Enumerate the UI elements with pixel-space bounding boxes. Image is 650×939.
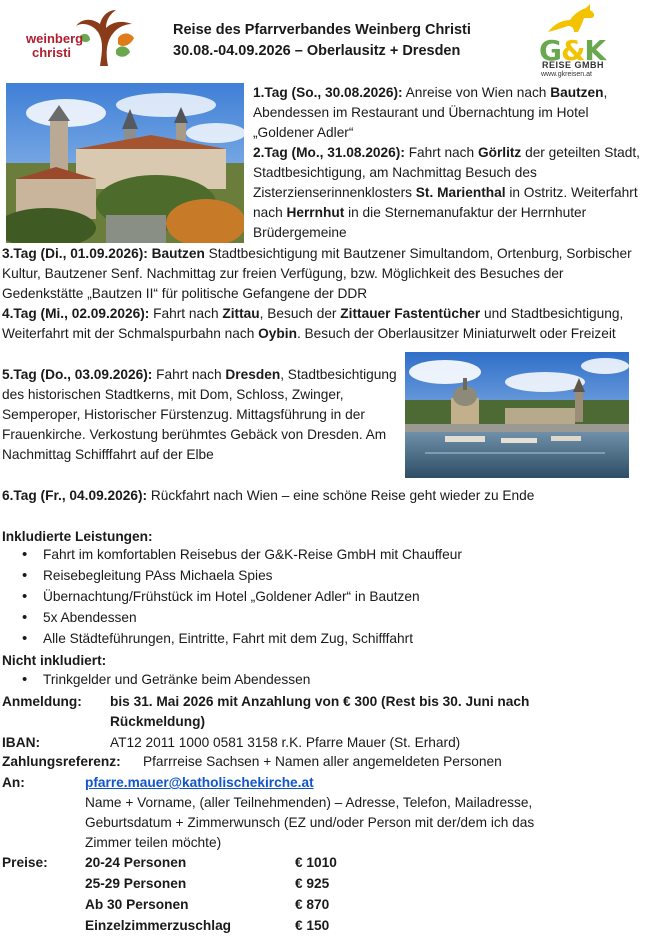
price-row-value: € 925 bbox=[295, 876, 330, 891]
logo-word-christi: christi bbox=[32, 45, 72, 60]
day-2-place-2: St. Marienthal bbox=[415, 185, 506, 200]
list-item: • Fahrt im komfortablen Reisebus der G&K-Reise GmbH mit Chauffeur bbox=[20, 545, 640, 566]
day-3-body: Stadtbesichtigung mit Bautzener Simultandom, Ortenburg, Sorbischer Kultur, Bautzener Senf. Nachmittag zur freien Verfügung, bzw. Möglichkeit des Besuches der Gedenkstätte „Bautzen II“ für politische Gefangene der DDR bbox=[2, 246, 632, 301]
price-row-value: € 1010 bbox=[295, 855, 337, 870]
day-4-place-2: Zittauer Fastentücher bbox=[340, 306, 481, 321]
anmeldung-label: Anmeldung: bbox=[2, 694, 82, 709]
title-line-1: Reise des Pfarrverbandes Weinberg Christi bbox=[173, 22, 471, 38]
an-details-line-2: Geburtsdatum + Zimmerwunsch (EZ und/oder Person mit der/dem ich das bbox=[85, 815, 535, 830]
day-4-body-2: , Besuch der bbox=[259, 306, 341, 321]
not-included-heading bbox=[2, 651, 106, 671]
day-3-label: 3.Tag (Di., 01.09.2026): bbox=[2, 246, 148, 261]
anmeldung-value bbox=[110, 692, 580, 732]
day-1-body-2: , Abendessen im Restaurant und Übernachtung im Hotel „Goldener Adler“ bbox=[253, 85, 608, 140]
list-item: • Alle Städteführungen, Eintritte, Fahrt mit dem Zug, Schifffahrt bbox=[20, 629, 640, 650]
an-label: An: bbox=[2, 775, 25, 790]
day-1-text bbox=[253, 83, 645, 143]
list-item: • Trinkgelder und Getränke beim Abendessen bbox=[20, 670, 640, 691]
day-2-body-2: der geteilten Stadt, Stadtbesichtigung, am Nachmittag Besuch des Zisterzienserinnenklosters bbox=[253, 145, 640, 200]
price-row-name: Ab 30 Personen bbox=[85, 897, 189, 912]
day-2-body-3: in Ostritz. Weiterfahrt nach bbox=[253, 185, 638, 220]
an-details bbox=[85, 793, 595, 853]
anmeldung-line-2: Rückmeldung) bbox=[110, 714, 206, 729]
gk-brand-subtitle: REISE GMBH bbox=[542, 60, 605, 70]
included-heading-text: Inkludierte Leistungen: bbox=[2, 529, 153, 544]
day-4-text bbox=[2, 304, 645, 344]
day-4-place-1: Zittau bbox=[222, 306, 260, 321]
list-item: • Reisebegleitung PAss Michaela Spies bbox=[20, 566, 640, 587]
price-row-value: € 150 bbox=[295, 918, 330, 933]
bautzen-image bbox=[6, 83, 244, 243]
anmeldung-line-1: bis 31. Mai 2026 mit Anzahlung von € 300 (Rest bis 30. Juni nach bbox=[110, 694, 530, 709]
an-details-line-3: Zimmer teilen möchte) bbox=[85, 835, 222, 850]
list-item: • Übernachtung/Frühstück im Hotel „Goldener Adler“ in Bautzen bbox=[20, 587, 640, 608]
dresden-image bbox=[405, 352, 629, 478]
iban-label: IBAN: bbox=[2, 735, 41, 750]
day-4-label: 4.Tag (Mi., 02.09.2026): bbox=[2, 306, 150, 321]
price-row-name: 25-29 Personen bbox=[85, 876, 187, 891]
included-list bbox=[20, 545, 640, 650]
day-5-label: 5.Tag (Do., 03.09.2026): bbox=[2, 367, 153, 382]
day-2-place-3: Herrnhut bbox=[286, 205, 345, 220]
tree-icon bbox=[74, 8, 136, 68]
day-2-label: 2.Tag (Mo., 31.08.2026): bbox=[253, 145, 405, 160]
zahlungsreferenz-value: Pfarrreise Sachsen + Namen aller angemeldeten Personen bbox=[143, 754, 502, 769]
day-5-place: Dresden bbox=[225, 367, 281, 382]
day-2-place-1: Görlitz bbox=[477, 145, 522, 160]
day-4-body-3: und Stadtbesichtigung, Weiterfahrt mit der Schmalspurbahn nach bbox=[2, 306, 624, 341]
iban-value: AT12 2011 1000 0581 3158 r.K. Pfarre Mauer (St. Erhard) bbox=[110, 735, 461, 750]
day-6-text bbox=[2, 486, 645, 506]
title-line-2: 30.08.-04.09.2026 – Oberlausitz + Dresden bbox=[173, 43, 461, 59]
day-1-label: 1.Tag (So., 30.08.2026): bbox=[253, 85, 403, 100]
not-included-list bbox=[20, 670, 640, 691]
day-2-body: Fahrt nach bbox=[404, 145, 478, 160]
email-link[interactable]: pfarre.mauer@katholischekirche.at bbox=[85, 775, 314, 790]
kangaroo-icon bbox=[544, 4, 600, 34]
day-1-place: Bautzen bbox=[550, 85, 604, 100]
logo-word-weinberg: weinberg bbox=[26, 31, 84, 46]
gk-website: www.gkreisen.at bbox=[541, 71, 592, 78]
weinberg-christi-logo bbox=[22, 8, 137, 70]
prices-label: Preise: bbox=[2, 855, 48, 870]
day-2-body-4: in die Sternemanufaktur der Herrnhuter Brüdergemeine bbox=[253, 205, 587, 240]
zahlungsreferenz-label: Zahlungsreferenz: bbox=[2, 754, 121, 769]
day-3-text bbox=[2, 244, 645, 304]
day-5-body: Fahrt nach bbox=[152, 367, 226, 382]
day-3-place: Bautzen bbox=[147, 246, 205, 261]
day-6-body: Rückfahrt nach Wien – eine schöne Reise geht wieder zu Ende bbox=[147, 488, 535, 503]
price-row-name: 20-24 Personen bbox=[85, 855, 187, 870]
bautzen-photo bbox=[6, 83, 244, 243]
included-heading bbox=[2, 527, 153, 547]
gk-brand-text: G&K bbox=[539, 34, 606, 67]
price-row-value: € 870 bbox=[295, 897, 330, 912]
day-1-body: Anreise von Wien nach bbox=[402, 85, 551, 100]
gk-reisen-logo bbox=[534, 4, 608, 78]
day-6-label: 6.Tag (Fr., 04.09.2026): bbox=[2, 488, 148, 503]
day-4-body-4: . Besuch der Oberlausitzer Miniaturwelt oder Freizeit bbox=[296, 326, 616, 341]
day-2-text bbox=[253, 143, 645, 243]
day-5-body-2: , Stadtbesichtigung des historischen Stadtkerns, mit Dom, Schloss, Zwinger, Semperoper, Historischer Fürstenzug. Mittagsführung in der Frauenkirche. Verkostung berühmtes Gebäck von Dresden. Am Nachmittag Schifffahrt auf der Elbe bbox=[2, 367, 397, 462]
dresden-photo bbox=[405, 352, 629, 478]
list-item: • 5x Abendessen bbox=[20, 608, 640, 629]
day-4-body: Fahrt nach bbox=[149, 306, 223, 321]
day-4-place-3: Oybin bbox=[258, 326, 297, 341]
price-row-name: Einzelzimmerzuschlag bbox=[85, 918, 232, 933]
an-details-line-1: Name + Vorname, (aller Teilnehmenden) – Adresse, Telefon, Mailadresse, bbox=[85, 795, 533, 810]
page-title bbox=[173, 20, 503, 62]
day-5-text bbox=[2, 365, 397, 465]
not-included-heading-text: Nicht inkludiert: bbox=[2, 653, 107, 668]
